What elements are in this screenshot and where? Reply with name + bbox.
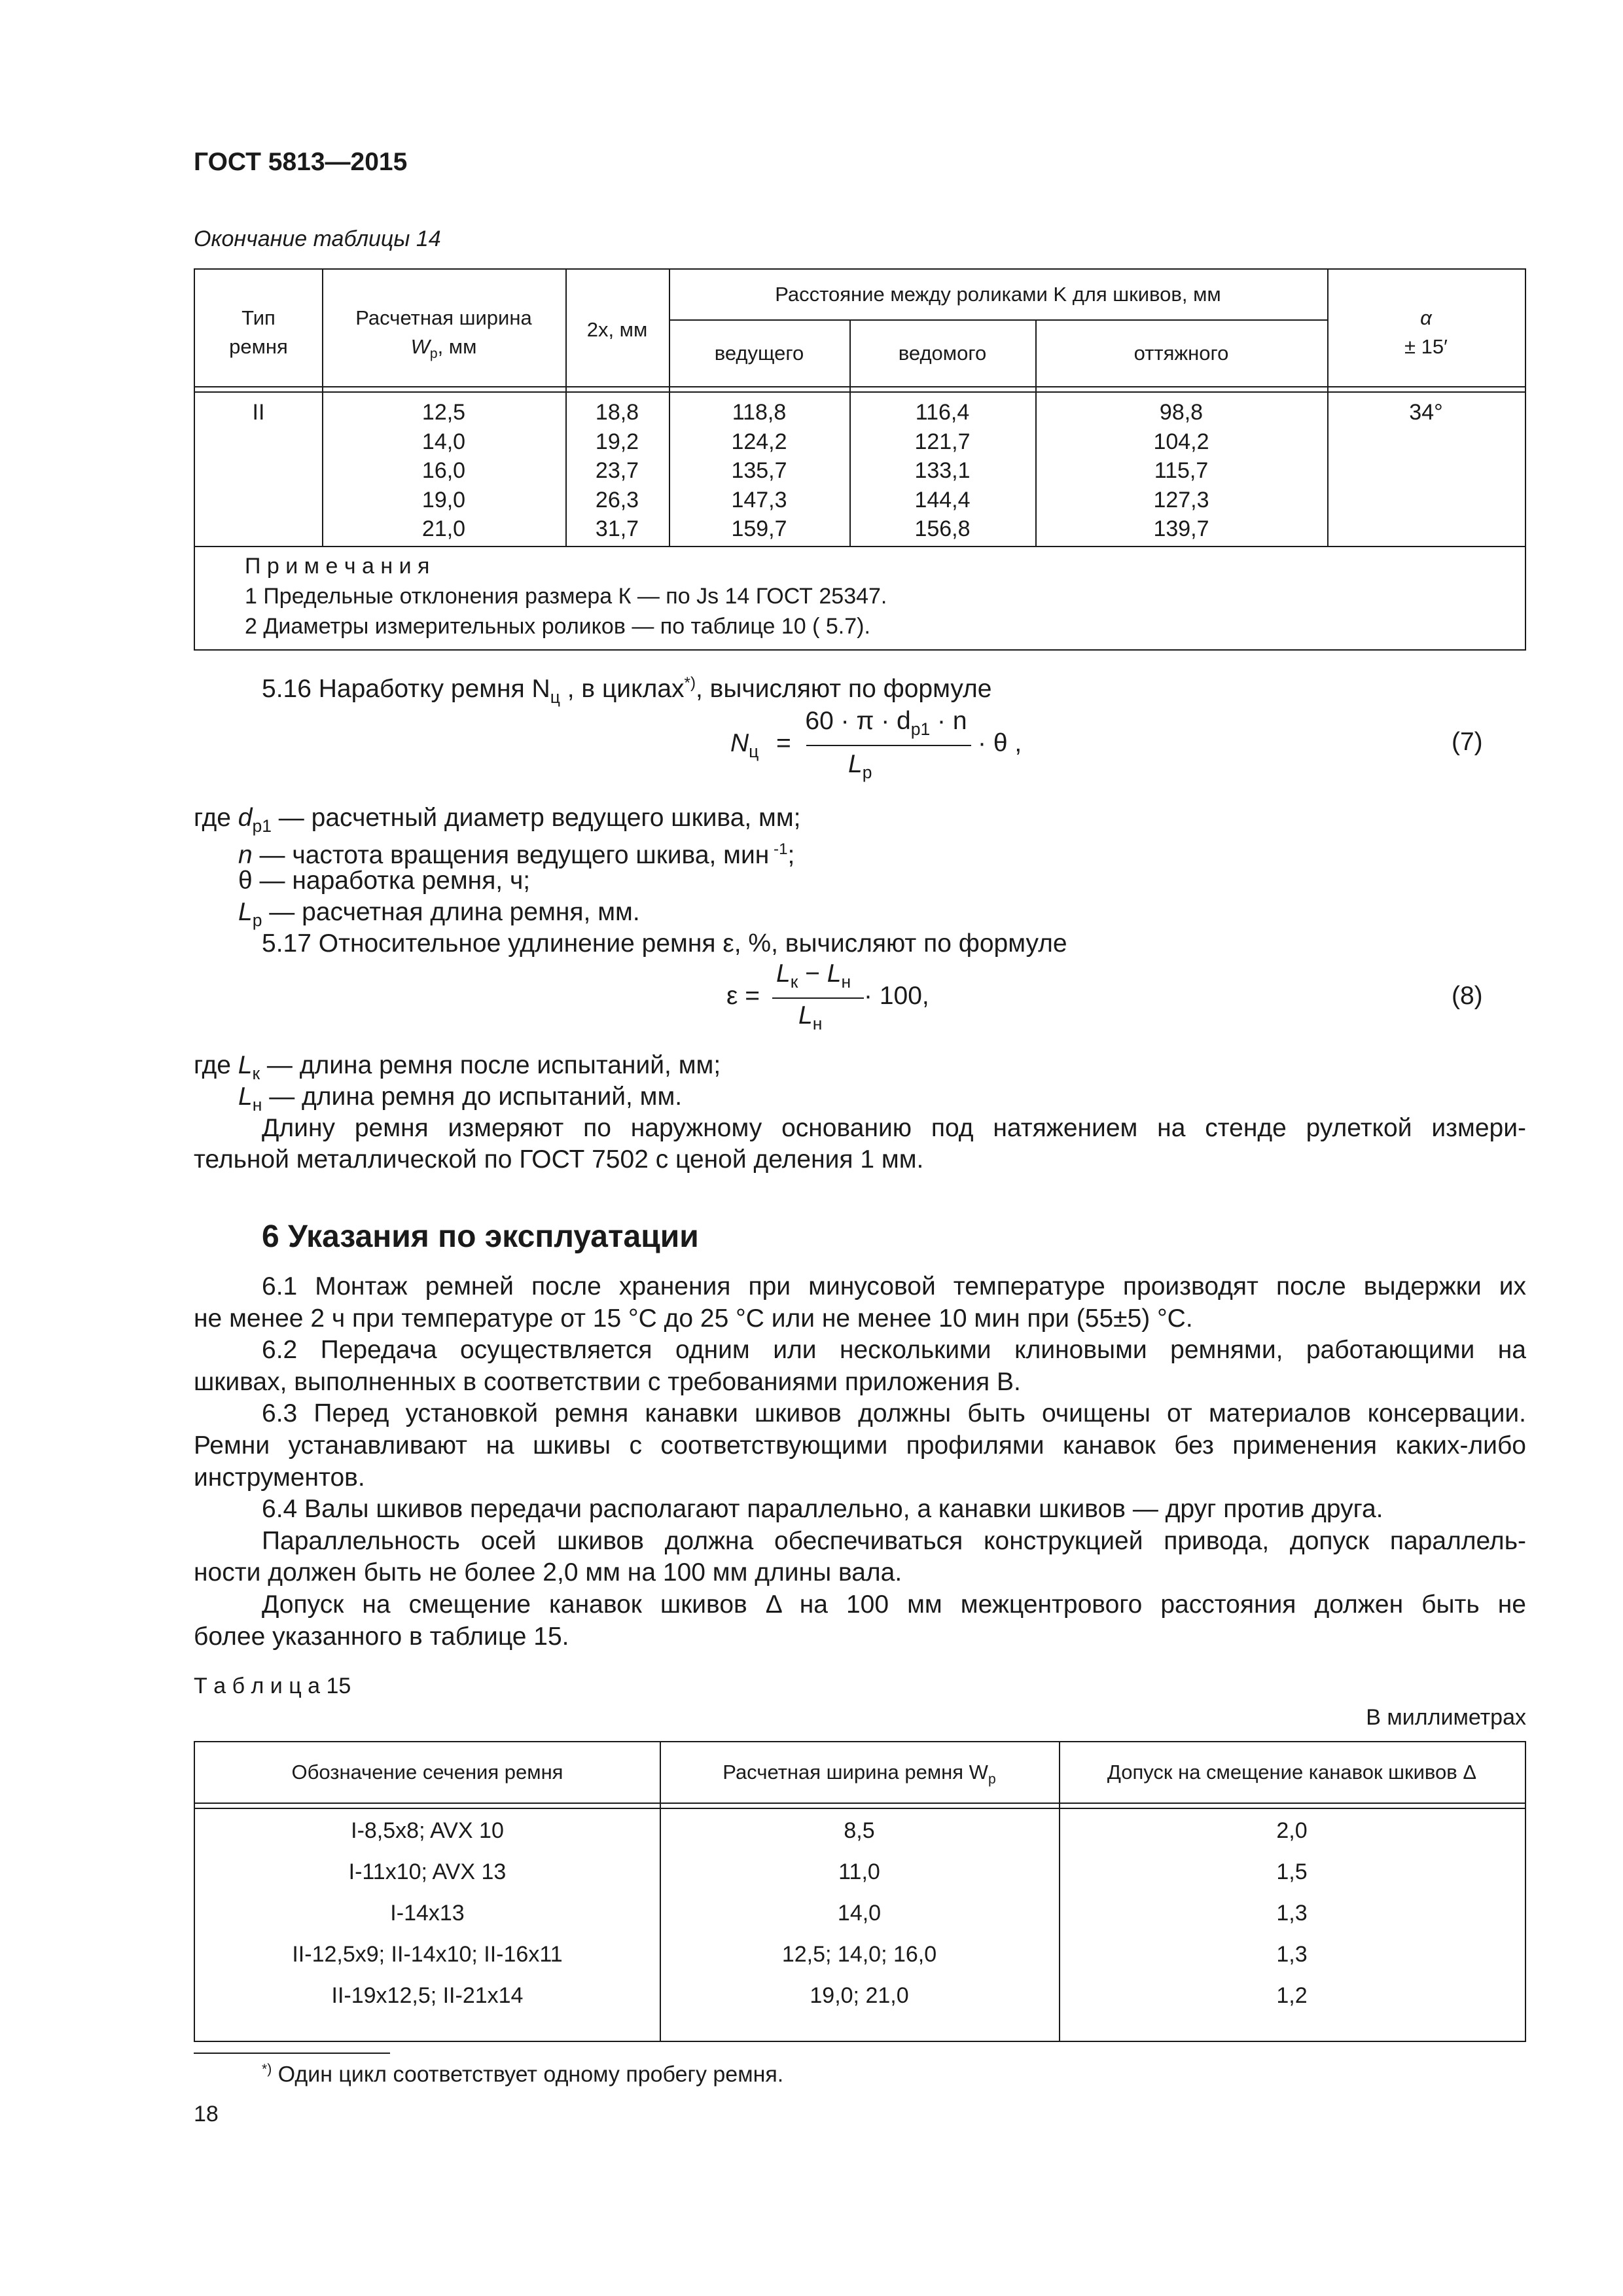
t15-cell: II-19x12,5; II-21x14 <box>331 1983 524 2008</box>
t15-cell: 1,3 <box>1276 1942 1308 1967</box>
cell-k-idler: 104,2 <box>1153 429 1209 454</box>
section-6-line: Ремни устанавливают на шкивы с соответствующими профилями канавок без применения каких-либо <box>194 1431 1526 1460</box>
measure-line-1: Длину ремня измеряют по наружному основанию под натяжением на стенде рулеткой измери- <box>262 1114 1526 1142</box>
table14 <box>194 268 1526 651</box>
section-6-line: 6.1 Монтаж ремней после хранения при минусовой температуре производят после выдержки их <box>262 1272 1526 1300</box>
col-k-driven-header: ведомого <box>898 342 987 365</box>
t15-header-tolerance: Допуск на смещение канавок шкивов Δ <box>1107 1761 1477 1784</box>
col-width-header: Расчетная ширина $W_р$, мм <box>355 306 532 362</box>
t15-cell: 1,3 <box>1276 1901 1308 1926</box>
t15-cell: 2,0 <box>1276 1818 1308 1843</box>
cell-k-driving: 147,3 <box>731 487 787 512</box>
equation-number-8: (8) <box>1452 982 1483 1010</box>
t15-cell: II-12,5x9; II-14x10; II-16x11 <box>292 1942 563 1967</box>
section-5-17-intro: 5.17 Относительное удлинение ремня ε, %, вычисляют по формуле <box>262 929 1067 958</box>
cell-k-idler: 127,3 <box>1153 487 1209 512</box>
t15-cell: 8,5 <box>844 1818 875 1843</box>
section-6-line: 6.4 Валы шкивов передачи располагают параллельно, а канавки шкивов — друг против друга. <box>262 1495 1383 1524</box>
cell-k-driven: 116,4 <box>915 400 970 425</box>
t15-header-width: Расчетная ширина ремня $W_р$ <box>722 1761 996 1787</box>
table14-caption: Окончание таблицы 14 <box>194 226 441 251</box>
cell-2x: 19,2 <box>595 429 639 454</box>
note-2: 2 Диаметры измерительных роликов — по таблице 10 ( 5.7). <box>245 614 870 639</box>
cell-k-driving: 118,8 <box>732 400 787 425</box>
cell-2x: 26,3 <box>595 487 639 512</box>
where-d: где $d_{р1}$ — расчетный диаметр ведущего шкива, мм; <box>194 804 801 836</box>
cell-k-driven: 156,8 <box>914 516 971 541</box>
cell-k-idler: 115,7 <box>1154 458 1209 483</box>
table15 <box>194 1741 1526 2042</box>
where-l: $L_р$ — расчетная длина ремня, мм. <box>238 898 640 930</box>
equation-number-7: (7) <box>1452 728 1483 756</box>
t15-cell: I-14x13 <box>390 1901 465 1926</box>
where-ln: $L_н$ — длина ремня до испытаний, мм. <box>238 1083 683 1115</box>
t15-header-section: Обозначение сечения ремня <box>291 1761 563 1784</box>
cell-width: 19,0 <box>421 487 466 512</box>
col-2x-header: 2x, мм <box>586 318 648 341</box>
section-6-line: ности должен быть не более 2,0 мм на 100 мм длины вала. <box>194 1558 902 1587</box>
col-k-idler-header: оттяжного <box>1133 342 1229 365</box>
table15-units: В миллиметрах <box>1366 1705 1526 1730</box>
footnote: *) Один цикл соответствует одному пробегу ремня. <box>262 2062 784 2087</box>
note-1: 1 Предельные отклонения размера К — по Js 14 ГОСТ 25347. <box>245 584 887 609</box>
section-5-16-intro: 5.16 Наработку ремня $N_ц$ , в циклах*), вычисляют по формуле <box>262 674 992 707</box>
t15-cell: 14,0 <box>837 1901 882 1926</box>
t15-cell: 1,2 <box>1276 1983 1308 2008</box>
cell-width: 21,0 <box>421 516 466 541</box>
cell-2x: 31,7 <box>595 516 639 541</box>
cell-k-driven: 121,7 <box>914 429 971 454</box>
col-type-header: Тип ремня <box>229 306 288 358</box>
col-alpha-header: α ± 15′ <box>1404 306 1448 358</box>
where-n: n — частота вращения ведущего шкива, мин $^{-1}$; <box>238 840 795 869</box>
cell-k-idler: 98,8 <box>1159 400 1204 425</box>
t15-cell: 19,0; 21,0 <box>810 1983 909 2008</box>
table15-label: Т а б л и ц а 15 <box>194 1674 351 1698</box>
col-k-group-header: Расстояние между роликами K для шкивов, мм <box>775 283 1221 306</box>
measure-line-2: тельной металлической по ГОСТ 7502 с ценой деления 1 мм. <box>194 1145 924 1174</box>
notes-title: П р и м е ч а н и я <box>245 554 430 579</box>
section-6-line: Допуск на смещение канавок шкивов Δ на 100 мм межцентрового расстояния должен быть не <box>262 1590 1526 1619</box>
cell-k-driven: 133,1 <box>914 458 971 483</box>
t15-cell: I-8,5x8; AVX 10 <box>351 1818 504 1843</box>
section-6-line: шкивах, выполненных в соответствии с требованиями приложения В. <box>194 1367 1021 1396</box>
section-6-line: 6.3 Перед установкой ремня канавки шкивов должны быть очищены от материалов консервации. <box>262 1399 1526 1428</box>
section-6-line: 6.2 Передача осуществляется одним или несколькими клиновыми ремнями, работающими на <box>262 1336 1526 1365</box>
where-theta: θ — наработка ремня, ч; <box>238 867 531 895</box>
cell-k-driving: 159,7 <box>731 516 787 541</box>
where-lk: где $L_к$ — длина ремня после испытаний, мм; <box>194 1051 721 1083</box>
cell-2x: 23,7 <box>595 458 639 483</box>
t15-cell: I-11x10; AVX 13 <box>348 1859 507 1884</box>
section-6-title: 6 Указания по эксплуатации <box>262 1219 699 1254</box>
document-header: ГОСТ 5813—2015 <box>194 148 408 176</box>
cell-k-driven: 144,4 <box>914 487 971 512</box>
cell-width: 16,0 <box>421 458 466 483</box>
cell-width: 14,0 <box>421 429 466 454</box>
belt-type-cell: II <box>252 400 265 425</box>
col-k-driving-header: ведущего <box>714 342 804 365</box>
alpha-value-cell: 34° <box>1409 400 1443 425</box>
cell-k-driving: 124,2 <box>731 429 787 454</box>
cell-k-idler: 139,7 <box>1153 516 1209 541</box>
t15-cell: 12,5; 14,0; 16,0 <box>781 1942 937 1967</box>
t15-cell: 1,5 <box>1276 1859 1308 1884</box>
section-6-line: инструментов. <box>194 1463 365 1492</box>
page-number: 18 <box>194 2102 219 2126</box>
cell-k-driving: 135,7 <box>731 458 787 483</box>
cell-2x: 18,8 <box>595 400 639 425</box>
section-6-line: более указанного в таблице 15. <box>194 1622 569 1651</box>
section-6-line: не менее 2 ч при температуре от 15 °С до 25 °С или не менее 10 мин при (55±5) °С. <box>194 1304 1193 1333</box>
cell-width: 12,5 <box>421 400 466 425</box>
section-6-line: Параллельность осей шкивов должна обеспечиваться конструкцией привода, допуск параллель- <box>262 1526 1526 1555</box>
t15-cell: 11,0 <box>838 1859 880 1884</box>
